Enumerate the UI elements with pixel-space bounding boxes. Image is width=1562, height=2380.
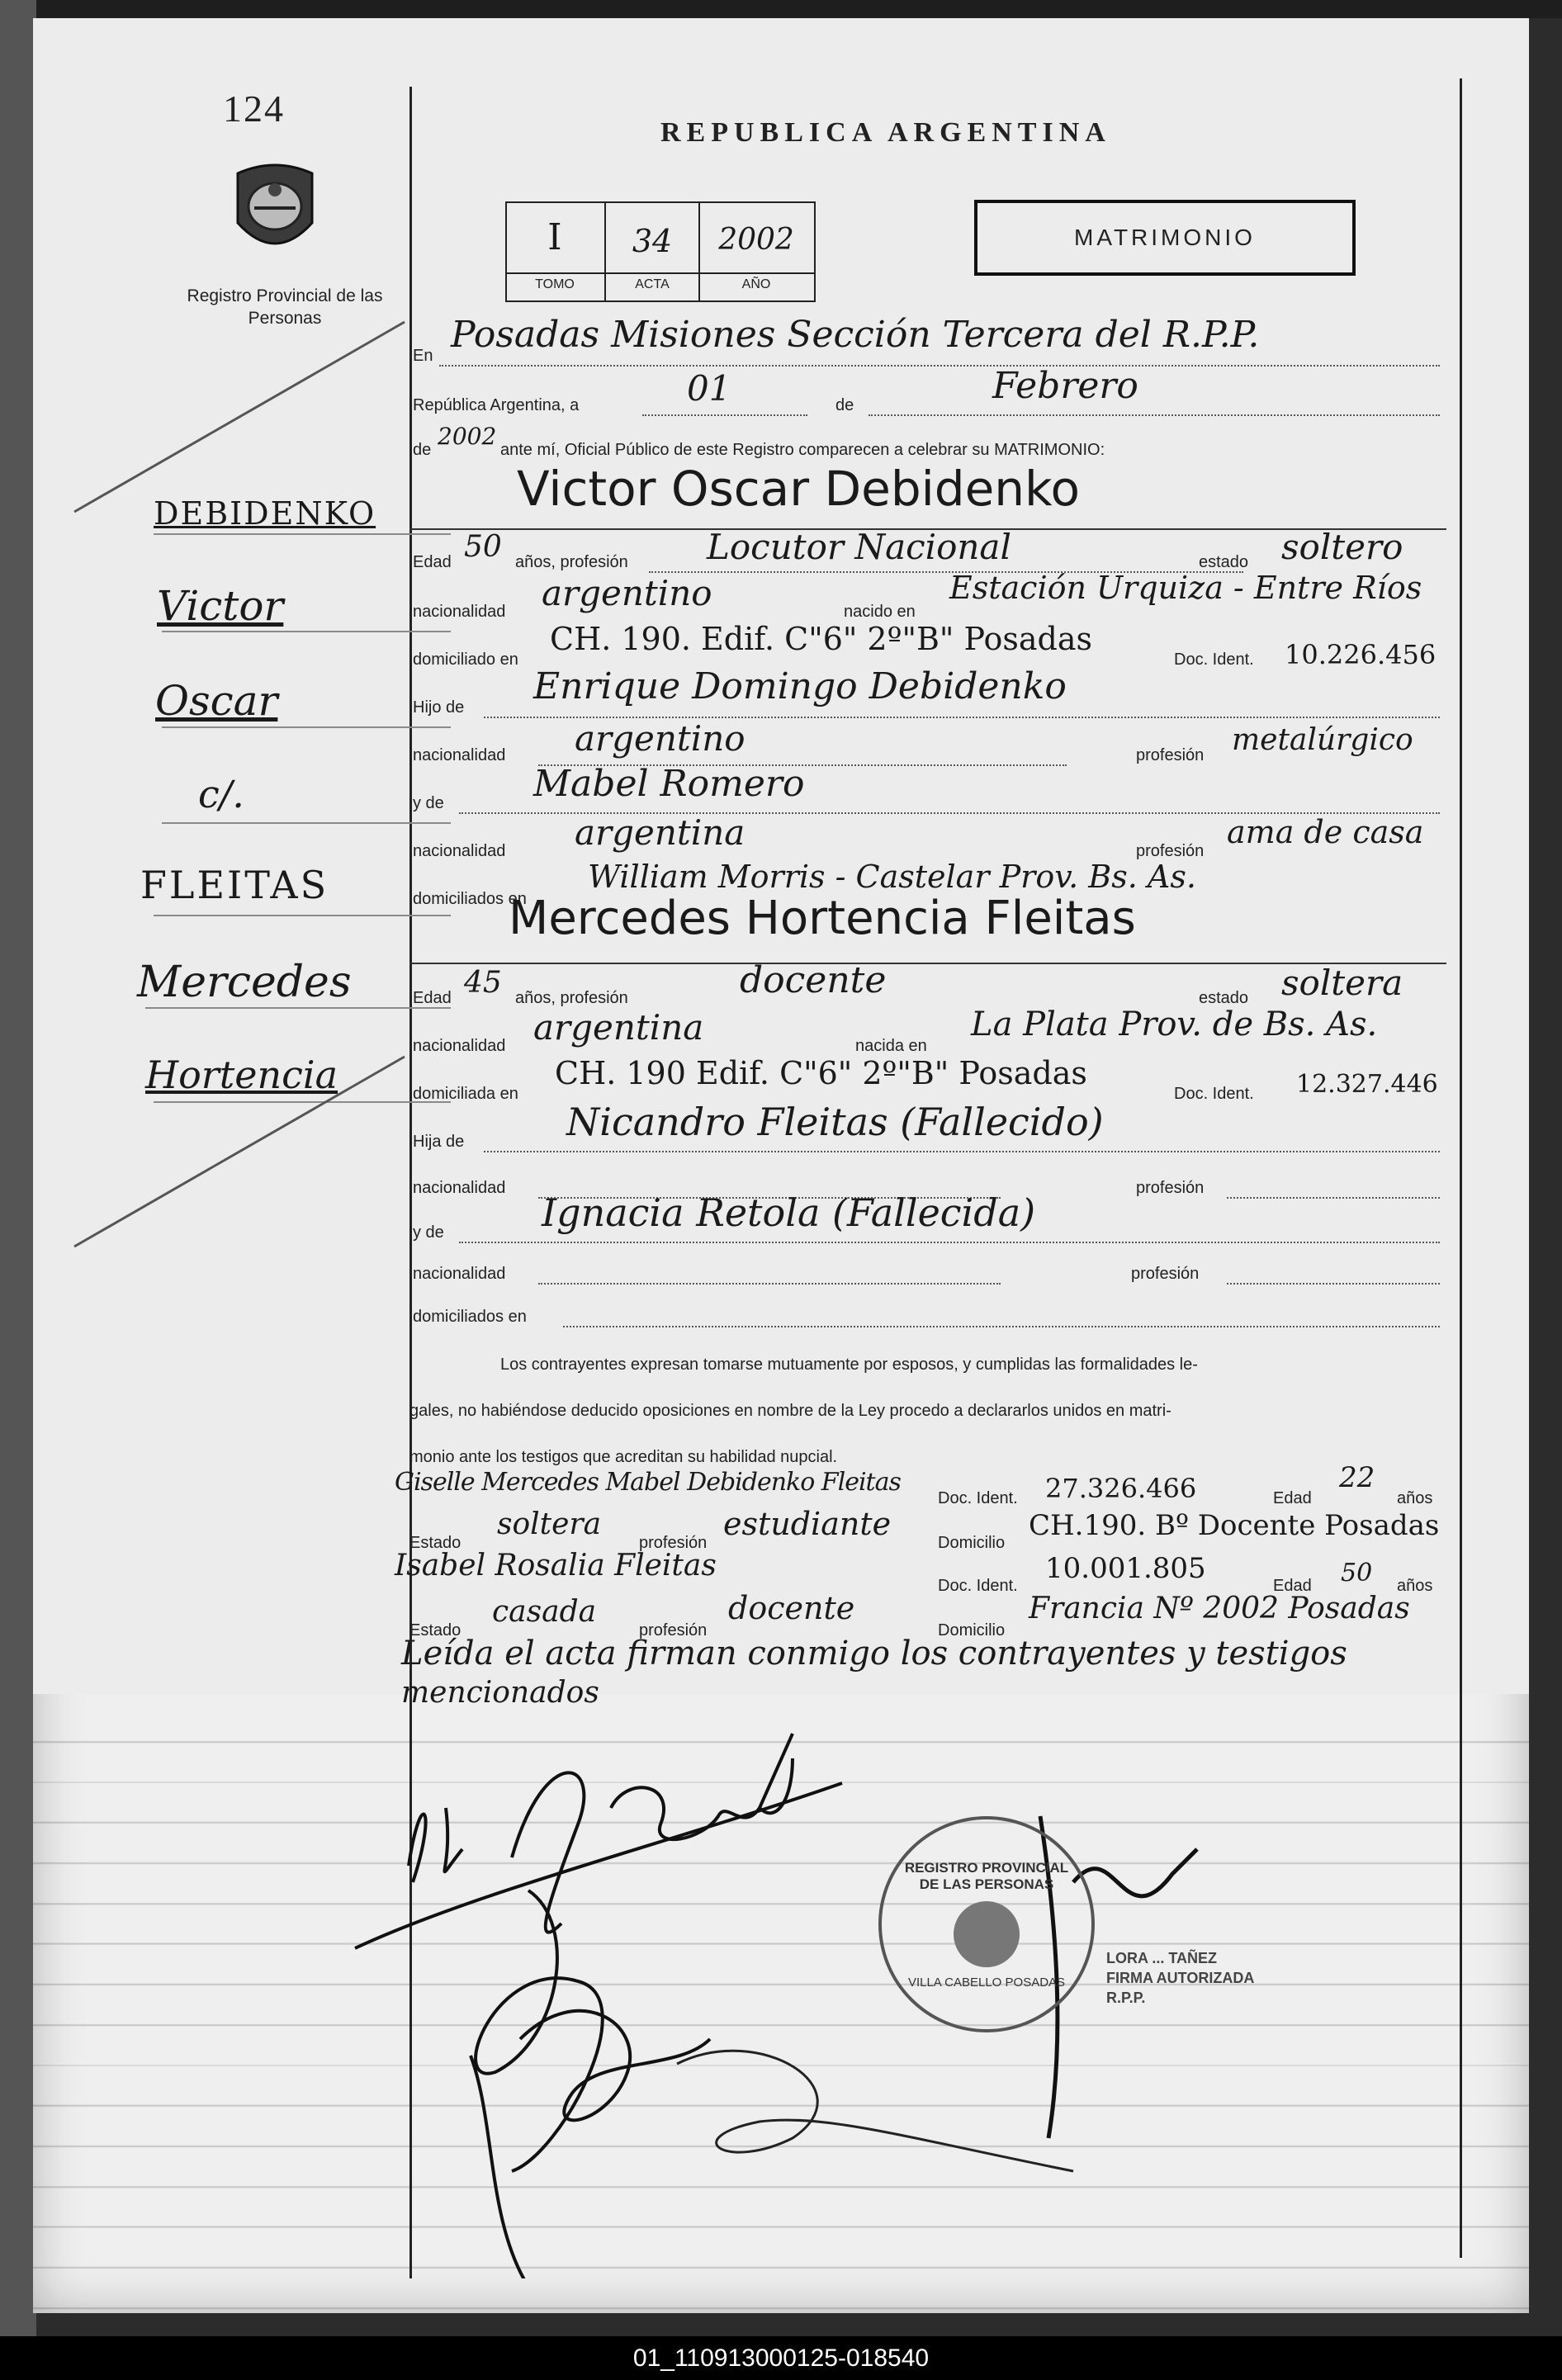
ano-value: 2002: [718, 223, 794, 257]
groom-mother-prof-label: profesión: [1136, 842, 1205, 860]
form-body: [395, 314, 1460, 1758]
registry-name: Registro Provincial de las Personas: [187, 286, 383, 328]
seal-emblem-icon: [954, 1901, 1020, 1967]
groom-age: 50: [464, 530, 502, 564]
official-stamp-name: LORA ... TAÑEZ: [1106, 1950, 1217, 1966]
witness2-dom-label: Domicilio: [938, 1621, 1006, 1640]
groom-doc: 10.226.456: [1285, 639, 1437, 670]
groom-doc-label: Doc. Ident.: [1174, 651, 1254, 669]
year-value: 2002: [438, 423, 497, 450]
bride-hija-label: Hija de: [413, 1133, 465, 1151]
bride-profession: docente: [740, 959, 887, 1001]
declaration-line-2: gales, no habiéndose deducido oposiciones en nombre de la Ley procedo a declararlos unidos en matri-: [409, 1402, 1172, 1420]
witness2-address: Francia Nº 2002 Posadas: [1029, 1592, 1410, 1625]
closing-line-2: mencionados: [401, 1676, 599, 1710]
witness1-profession: estudiante: [723, 1506, 892, 1542]
bride-age-label: Edad: [413, 989, 452, 1007]
acta-label: ACTA: [635, 277, 670, 291]
bride-address: CH. 190 Edif. C"6" 2º"B" Posadas: [555, 1055, 1087, 1091]
right-margin-line: [1460, 78, 1462, 2258]
groom-profession-label: años, profesión: [515, 553, 628, 571]
acta-value: 34: [632, 223, 673, 259]
tomo-value: I: [547, 216, 562, 258]
bride-age: 45: [464, 966, 502, 1000]
record-type-box: [974, 200, 1356, 276]
country-title: REPUBLICA ARGENTINA: [660, 117, 1111, 148]
day-value: 01: [687, 368, 731, 409]
tomo-label: TOMO: [535, 277, 575, 291]
groom-nationality: argentino: [542, 573, 712, 613]
groom-yde-label: y de: [413, 794, 444, 812]
republica-label: República Argentina, a: [413, 396, 580, 414]
bride-mother: Ignacia Retola (Fallecida): [542, 1190, 1036, 1235]
margin-middle-bride: Hortencia: [145, 1053, 338, 1097]
intro-text: ante mí, Oficial Público de este Registro comparecen a celebrar su MATRIMONIO:: [500, 441, 1105, 459]
bride-father-prof-label: profesión: [1136, 1179, 1205, 1197]
witness2-age: 50: [1341, 1559, 1373, 1587]
bride-father: Nicandro Fleitas (Fallecido): [566, 1100, 1104, 1144]
witness2-doc: 10.001.805: [1045, 1552, 1206, 1585]
declaration-line-3: monio ante los testigos que acreditan su habilidad nupcial.: [409, 1448, 838, 1466]
seal-text: REGISTRO PROVINCIAL DE LAS PERSONAS: [904, 1859, 1069, 1892]
groom-father-nat: argentino: [575, 718, 746, 759]
bride-yde-label: y de: [413, 1223, 444, 1242]
bride-estado: soltera: [1281, 963, 1403, 1003]
bride-birthplace: La Plata Prov. de Bs. As.: [971, 1005, 1378, 1043]
witness1-age-label: Edad: [1273, 1489, 1312, 1507]
witness1-dom-label: Domicilio: [938, 1534, 1006, 1552]
margin-first-bride: Mercedes: [137, 958, 352, 1007]
groom-estado-label: estado: [1199, 553, 1249, 571]
margin-strike-lines: [66, 314, 413, 1255]
page-number: 124: [223, 88, 285, 130]
scan-id: 01_110913000125-018540: [632, 2344, 930, 2372]
witness2-prof-label: profesión: [639, 1621, 708, 1640]
groom-father-prof-label: profesión: [1136, 746, 1205, 764]
margin-conjunction: c/.: [198, 772, 244, 816]
groom-address-label: domiciliado en: [413, 651, 518, 669]
witness1-address: CH.190. Bº Docente Posadas: [1029, 1509, 1440, 1542]
groom-father-nat-label: nacionalidad: [413, 746, 506, 764]
groom-father-prof: metalúrgico: [1232, 723, 1413, 757]
groom-mother-nat-label: nacionalidad: [413, 842, 506, 860]
witness2-name: Isabel Rosalia Fleitas: [395, 1549, 717, 1583]
bride-doc-label: Doc. Ident.: [1174, 1085, 1254, 1103]
groom-parents-dom-label: domiciliados en: [413, 890, 527, 908]
witness2-doc-label: Doc. Ident.: [938, 1577, 1018, 1595]
coat-of-arms-icon: [230, 157, 320, 264]
witness1-estado: soltera: [497, 1507, 602, 1541]
index-divider: [505, 272, 816, 274]
groom-hijo-label: Hijo de: [413, 698, 465, 717]
bride-birthplace-label: nacida en: [855, 1037, 927, 1055]
groom-address: CH. 190. Edif. C"6" 2º"B" Posadas: [550, 621, 1092, 657]
groom-parents-dom: William Morris - Castelar Prov. Bs. As.: [588, 859, 1196, 895]
month-value: Febrero: [992, 365, 1138, 407]
groom-mother-prof: ama de casa: [1227, 814, 1424, 850]
bride-doc: 12.327.446: [1296, 1070, 1438, 1099]
margin-surname-bride: FLEITAS: [140, 863, 329, 907]
margin-first-groom: Victor: [157, 582, 284, 630]
witness2-estado-label: Estado: [409, 1621, 462, 1640]
witness1-age: 22: [1339, 1461, 1375, 1494]
witness1-doc-label: Doc. Ident.: [938, 1489, 1018, 1507]
witness2-anos-label: años: [1397, 1577, 1433, 1595]
bride-address-label: domiciliada en: [413, 1085, 518, 1103]
bride-mother-nat-label: nacionalidad: [413, 1265, 506, 1283]
bride-profession-label: años, profesión: [515, 989, 628, 1007]
seal-subtext: VILLA CABELLO POSADAS: [907, 1975, 1066, 1990]
bride-father-nat-label: nacionalidad: [413, 1179, 506, 1197]
scan-id-footer: [0, 2336, 1562, 2380]
groom-mother-nat: argentina: [575, 812, 746, 853]
witness2-estado: casada: [492, 1595, 597, 1629]
place-value: Posadas Misiones Sección Tercera del R.P.P.: [451, 314, 1260, 356]
witness1-estado-label: Estado: [409, 1534, 462, 1552]
groom-birthplace: Estación Urquiza - Entre Ríos: [949, 570, 1422, 606]
groom-father: Enrique Domingo Debidenko: [533, 665, 1067, 707]
top-edge: [36, 0, 1562, 18]
margin-surname-groom: DEBIDENKO: [154, 495, 376, 532]
groom-profession: Locutor Nacional: [707, 527, 1011, 567]
de2-label: de: [413, 441, 432, 459]
official-stamp-office: R.P.P.: [1106, 1990, 1146, 2006]
margin-middle-groom: Oscar: [155, 677, 278, 725]
bride-name: Mercedes Hortencia Fleitas: [509, 892, 1136, 945]
closing-line-1: Leída el acta firman conmigo los contrayentes y testigos: [401, 1635, 1347, 1673]
groom-age-label: Edad: [413, 553, 452, 571]
witness2-age-label: Edad: [1273, 1577, 1312, 1595]
groom-nationality-label: nacionalidad: [413, 603, 506, 621]
official-stamp: [1106, 1948, 1254, 2008]
bride-estado-label: estado: [1199, 989, 1249, 1007]
registry-seal: [878, 1816, 1095, 2032]
book-binding: [0, 0, 36, 2380]
ano-label: AÑO: [741, 277, 771, 291]
en-label: En: [413, 347, 433, 365]
groom-estado: soltero: [1281, 527, 1403, 567]
witness2-profession: docente: [728, 1590, 855, 1626]
record-type: MATRIMONIO: [1074, 225, 1256, 250]
official-stamp-role: FIRMA AUTORIZADA: [1106, 1970, 1255, 1986]
witness1-name: Giselle Mercedes Mabel Debidenko Fleitas: [395, 1468, 901, 1497]
bride-mother-prof-label: profesión: [1131, 1265, 1200, 1283]
bride-nationality: argentina: [533, 1007, 704, 1048]
de-label: de: [835, 396, 854, 414]
witness1-prof-label: profesión: [639, 1534, 708, 1552]
groom-name: Victor Oscar Debidenko: [517, 461, 1081, 517]
bride-nationality-label: nacionalidad: [413, 1037, 506, 1055]
witness1-doc: 27.326.466: [1045, 1473, 1197, 1504]
bride-parents-dom-label: domiciliados en: [413, 1308, 527, 1326]
witness1-anos-label: años: [1397, 1489, 1433, 1507]
groom-birthplace-label: nacido en: [844, 603, 916, 621]
declaration-line-1: Los contrayentes expresan tomarse mutuamente por esposos, y cumplidas las formalidades le-: [500, 1356, 1198, 1374]
groom-mother: Mabel Romero: [533, 763, 805, 805]
